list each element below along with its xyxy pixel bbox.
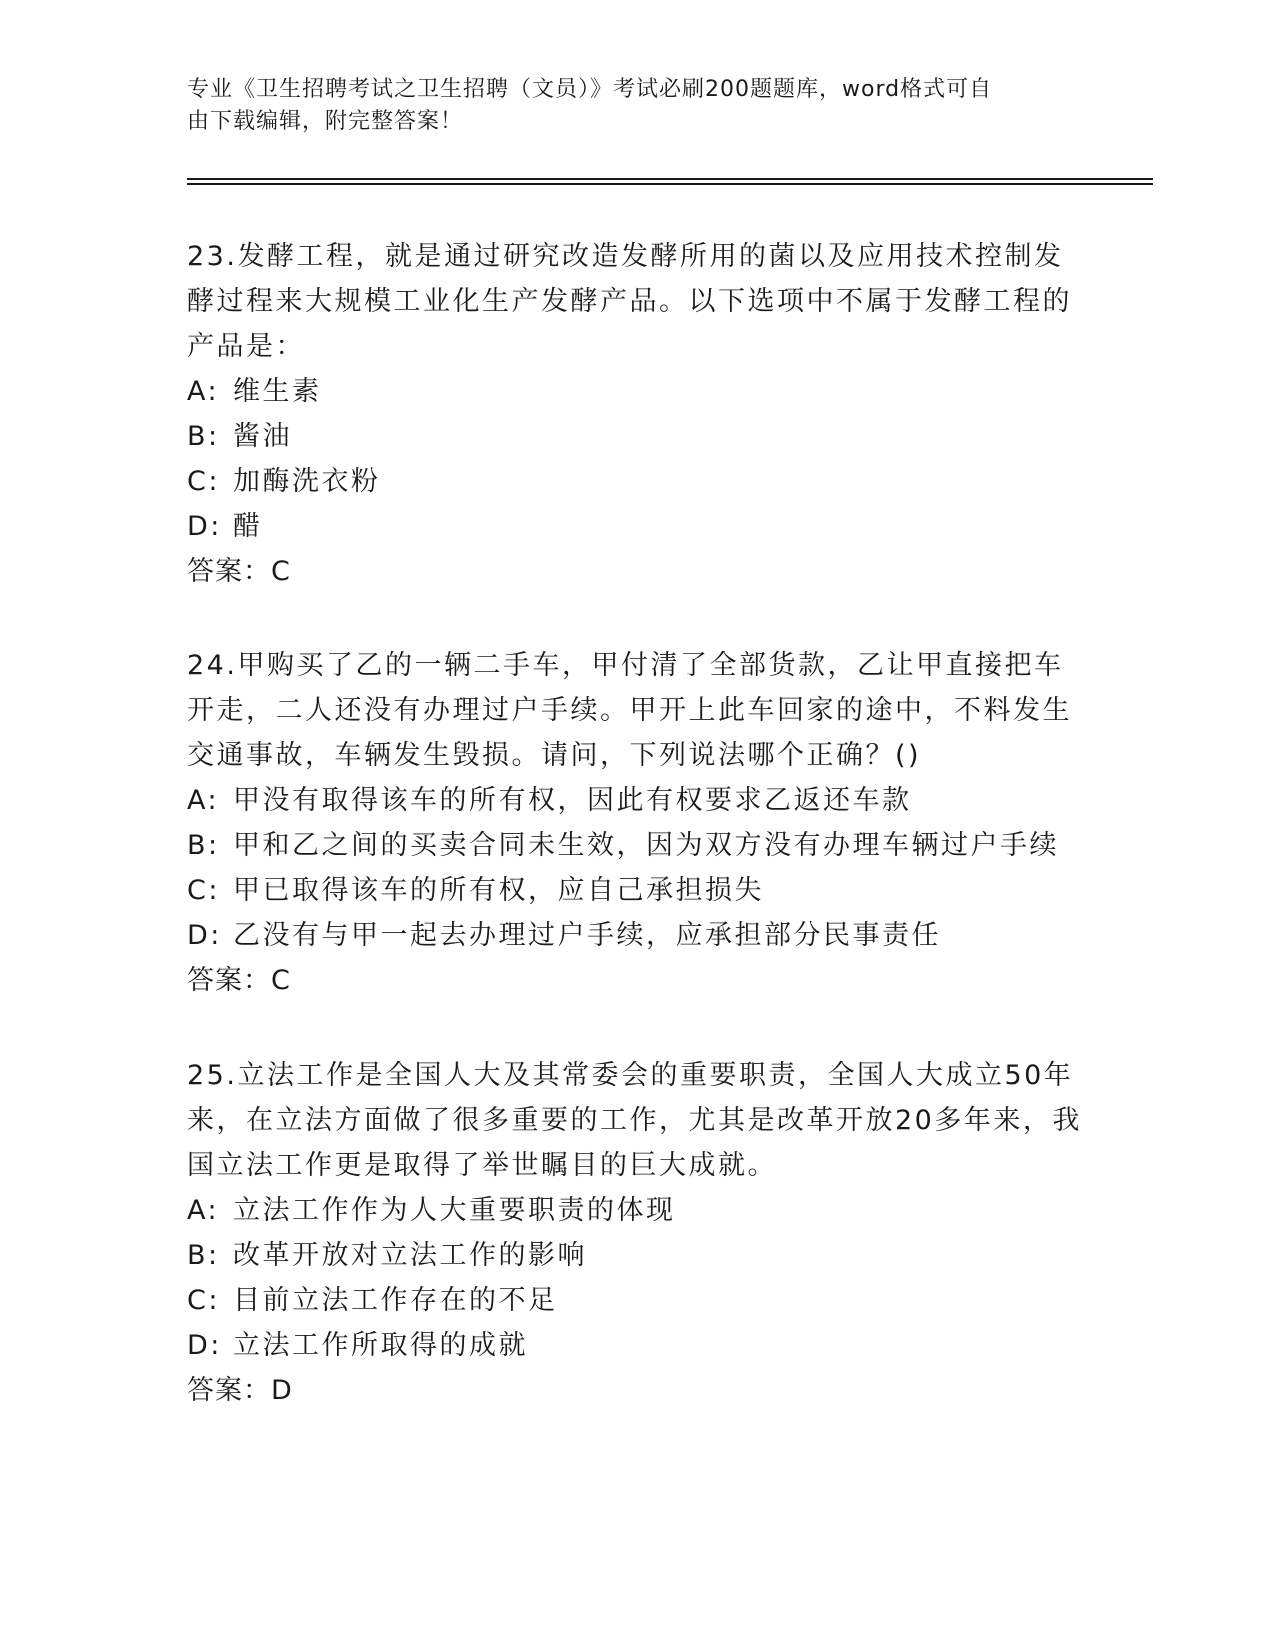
header-line-1: 专业《卫生招聘考试之卫生招聘（文员）》考试必刷200题题库，word格式可自 [187, 77, 993, 102]
option-text: 甲和乙之间的买卖合同未生效，因为双方没有办理车辆过户手续 [233, 830, 1059, 861]
option-a [187, 369, 1087, 414]
option-text: 目前立法工作存在的不足 [233, 1285, 558, 1316]
question-stem: 23.发酵工程，就是通过研究改造发酵所用的菌以及应用技术控制发酵过程来大规模工业化生产发酵产品。以下选项中不属于发酵工程的产品是： [187, 241, 1072, 362]
option-c [187, 459, 1087, 504]
option-key: A: [187, 376, 220, 407]
option-text: 加酶洗衣粉 [233, 466, 381, 497]
option-text: 立法工作所取得的成就 [233, 1330, 528, 1361]
option-text: 甲已取得该车的所有权，应自己承担损失 [233, 875, 764, 906]
option-d [187, 1323, 1087, 1368]
option-key: A: [187, 785, 220, 816]
option-key: B: [187, 421, 220, 452]
option-d [187, 913, 1087, 958]
option-b [187, 823, 1087, 868]
option-c [187, 868, 1087, 913]
option-key: D: [187, 1330, 222, 1361]
answer-line: 答案：C [187, 965, 291, 996]
option-b [187, 1233, 1087, 1278]
option-text: 立法工作作为人大重要职责的体现 [233, 1195, 676, 1226]
option-a [187, 778, 1087, 823]
option-key: A: [187, 1195, 220, 1226]
option-a [187, 1188, 1087, 1233]
question-stem: 25.立法工作是全国人大及其常委会的重要职责，全国人大成立50年来，在立法方面做了很多重要的工作，尤其是改革开放20多年来，我国立法工作更是取得了举世瞩目的巨大成就。 [187, 1060, 1082, 1181]
document-header [187, 74, 1067, 138]
question-23 [187, 234, 1087, 594]
answer-line: 答案：C [187, 556, 291, 587]
option-key: C: [187, 875, 220, 906]
option-key: B: [187, 830, 220, 861]
option-key: C: [187, 1285, 220, 1316]
option-text: 醋 [233, 511, 263, 542]
option-text: 乙没有与甲一起去办理过户手续，应承担部分民事责任 [233, 920, 941, 951]
question-25 [187, 1053, 1087, 1413]
option-c [187, 1278, 1087, 1323]
header-divider-bottom [187, 183, 1153, 185]
option-key: D: [187, 920, 222, 951]
option-key: B: [187, 1240, 220, 1271]
header-line-2: 由下载编辑，附完整答案！ [187, 109, 464, 134]
option-d [187, 504, 1087, 549]
option-b [187, 414, 1087, 459]
header-divider-top [187, 178, 1153, 180]
option-key: C: [187, 466, 220, 497]
question-stem: 24.甲购买了乙的一辆二手车，甲付清了全部货款，乙让甲直接把车开走，二人还没有办理过户手续。甲开上此车回家的途中，不料发生交通事故，车辆发生毁损。请问，下列说法哪个正确？() [187, 650, 1072, 771]
option-key: D: [187, 511, 222, 542]
option-text: 改革开放对立法工作的影响 [233, 1240, 587, 1271]
option-text: 甲没有取得该车的所有权，因此有权要求乙返还车款 [233, 785, 912, 816]
answer-line: 答案：D [187, 1375, 293, 1406]
option-text: 维生素 [233, 376, 322, 407]
question-24 [187, 643, 1087, 1003]
option-text: 酱油 [233, 421, 292, 452]
